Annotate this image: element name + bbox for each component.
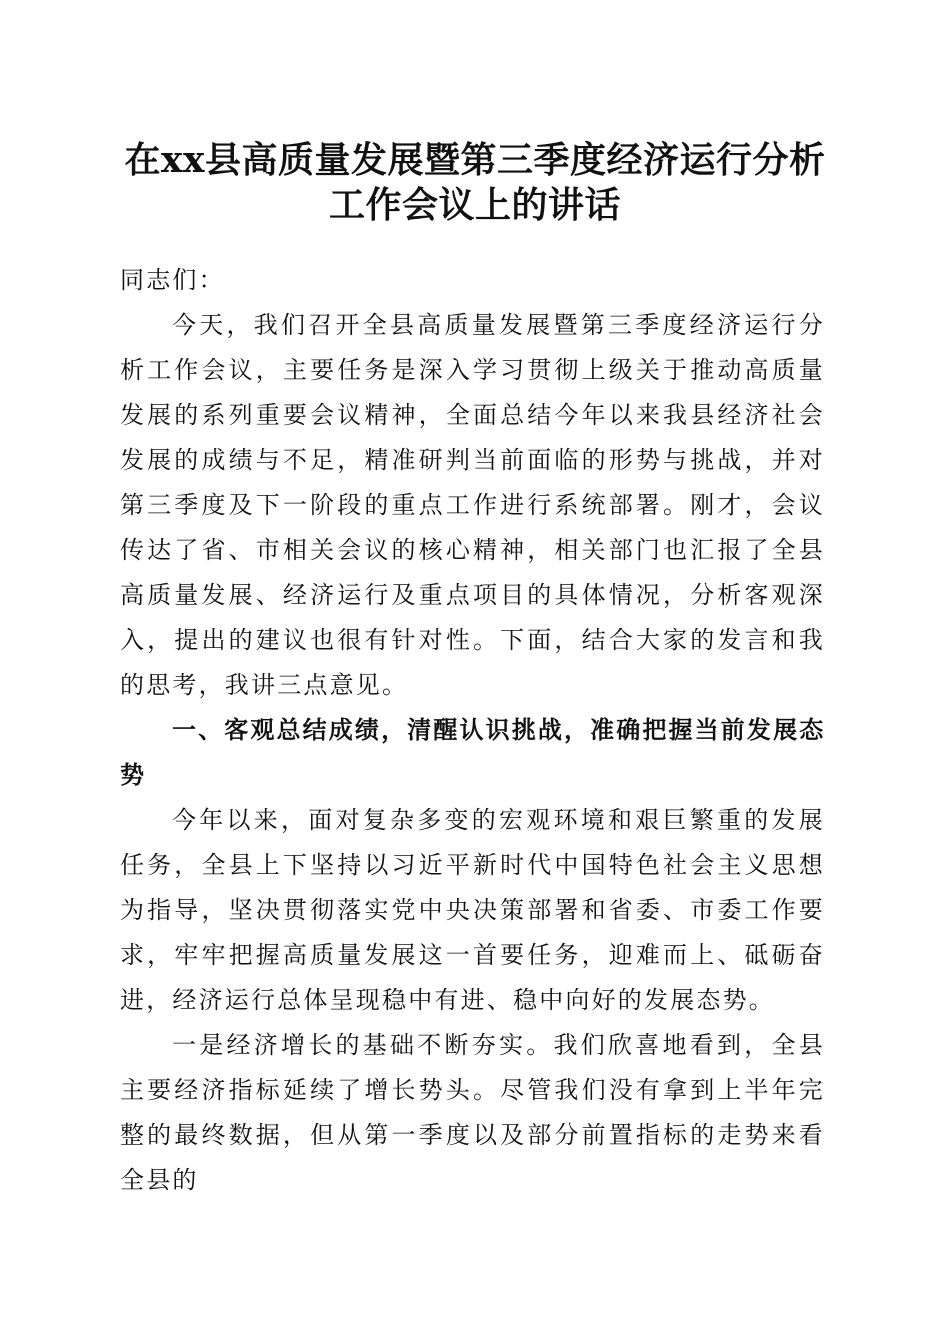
section-1-paragraph-2-lead: 一是经济增长的基础不断夯实。 (172, 1031, 554, 1059)
document-title-line-1: 在xx县高质量发展暨第三季度经济运行分析 (124, 139, 826, 181)
section-1-paragraph-2-text: 我们欣喜地看到，全县主要经济指标延续了增长势头。尽管我们没有拿到上半年完整的最终数据，但从第一季度以及部分前置指标的走势来看全县的 (120, 1031, 825, 1194)
section-1-paragraph-2 (120, 1023, 825, 1203)
section-1-heading: 一、客观总结成绩，清醒认识挑战，准确把握当前发展态势 (120, 716, 825, 789)
intro-paragraph: 今天，我们召开全县高质量发展暨第三季度经济运行分析工作会议，主要任务是深入学习贯彻上级关于推动高质量发展的系列重要会议精神，全面总结今年以来我县经济社会发展的成绩与不足，精准研判当前面临的形势与挑战，并对第三季度及下一阶段的重点工作进行系统部署。刚才，会议传达了省、市相关会议的核心精神，相关部门也汇报了全县高质量发展、经济运行及重点项目的具体情况，分析客观深入，提出的建议也很有针对性。下面，结合大家的发言和我的思考，我讲三点意见。 (120, 311, 825, 699)
salutation: 同志们： (120, 266, 225, 294)
section-1-paragraph-1: 今年以来，面对复杂多变的宏观环境和艰巨繁重的发展任务，全县上下坚持以习近平新时代中国特色社会主义思想为指导，坚决贯彻落实党中央决策部署和省委、市委工作要求，牢牢把握高质量发展这一首要任务，迎难而上、砥砺奋进，经济运行总体呈现稳中有进、稳中向好的发展态势。 (120, 806, 825, 1014)
document-body (120, 258, 825, 1203)
document-title-line-2: 工作会议上的讲话 (328, 184, 621, 226)
